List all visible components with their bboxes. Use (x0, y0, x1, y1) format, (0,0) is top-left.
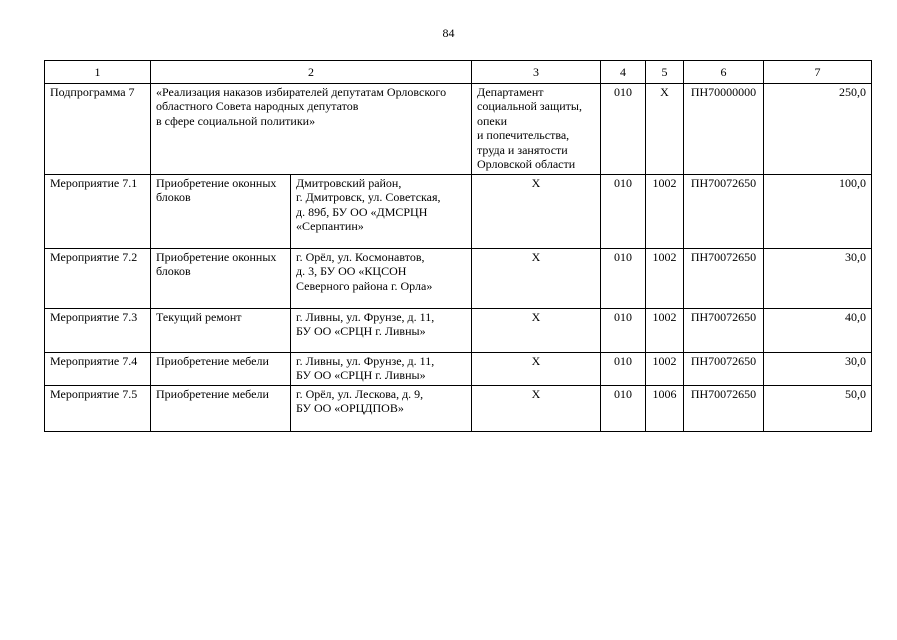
activity-address: г. Орёл, ул. Космонавтов, д. 3, БУ ОО «КЦСОН Северного района г. Орла» (291, 248, 472, 308)
activity-col7: 30,0 (764, 352, 872, 385)
activity-name: Мероприятие 7.1 (45, 174, 151, 248)
activity-address: Дмитровский район, г. Дмитровск, ул. Советская, д. 89б, БУ ОО «ДМСРЦН «Серпантин» (291, 174, 472, 248)
activity-col4: 010 (601, 174, 646, 248)
activity-col5: 1006 (646, 385, 684, 431)
activity-col6: ПН70072650 (684, 385, 764, 431)
header-col-2: 2 (151, 61, 472, 84)
activity-col7: 100,0 (764, 174, 872, 248)
activity-description: Приобретение оконных блоков (151, 174, 291, 248)
activity-col3: Х (472, 308, 601, 352)
subprogram-col4: 010 (601, 83, 646, 174)
activity-description: Приобретение оконных блоков (151, 248, 291, 308)
activity-col7: 50,0 (764, 385, 872, 431)
activity-col4: 010 (601, 308, 646, 352)
activity-col6: ПН70072650 (684, 248, 764, 308)
subprogram-col5: Х (646, 83, 684, 174)
header-col-4: 4 (601, 61, 646, 84)
subprogram-col6: ПН70000000 (684, 83, 764, 174)
header-col-5: 5 (646, 61, 684, 84)
activity-description: Текущий ремонт (151, 308, 291, 352)
table-row (45, 248, 872, 308)
activity-col5: 1002 (646, 248, 684, 308)
header-col-6: 6 (684, 61, 764, 84)
activity-col7: 30,0 (764, 248, 872, 308)
page-number: 84 (442, 26, 455, 40)
table-row (45, 385, 872, 431)
activity-address: г. Орёл, ул. Лескова, д. 9, БУ ОО «ОРЦДПОВ» (291, 385, 472, 431)
subprogram-name: Подпрограмма 7 (45, 83, 151, 174)
activity-description: Приобретение мебели (151, 352, 291, 385)
subprogram-col7: 250,0 (764, 83, 872, 174)
activity-name: Мероприятие 7.3 (45, 308, 151, 352)
activity-col6: ПН70072650 (684, 308, 764, 352)
activity-name: Мероприятие 7.5 (45, 385, 151, 431)
activity-col3: Х (472, 385, 601, 431)
subprogram-row (45, 83, 872, 174)
table-row (45, 174, 872, 248)
header-col-7: 7 (764, 61, 872, 84)
budget-table (44, 60, 872, 432)
activity-col5: 1002 (646, 352, 684, 385)
activity-address: г. Ливны, ул. Фрунзе, д. 11, БУ ОО «СРЦН г. Ливны» (291, 352, 472, 385)
subprogram-executor: Департамент социальной защиты, опеки и попечительства, труда и занятости Орловской области (472, 83, 601, 174)
activity-col6: ПН70072650 (684, 352, 764, 385)
table-row (45, 352, 872, 385)
activity-description: Приобретение мебели (151, 385, 291, 431)
activity-address: г. Ливны, ул. Фрунзе, д. 11, БУ ОО «СРЦН г. Ливны» (291, 308, 472, 352)
header-col-3: 3 (472, 61, 601, 84)
activity-col4: 010 (601, 352, 646, 385)
activity-name: Мероприятие 7.2 (45, 248, 151, 308)
header-col-1: 1 (45, 61, 151, 84)
activity-col3: Х (472, 352, 601, 385)
activity-col6: ПН70072650 (684, 174, 764, 248)
header-row (45, 61, 872, 84)
table-row (45, 308, 872, 352)
subprogram-title: «Реализация наказов избирателей депутатам Орловского областного Совета народных депутатов в сфере социальной политики» (151, 83, 472, 174)
activity-col3: Х (472, 174, 601, 248)
activity-col5: 1002 (646, 174, 684, 248)
activity-col3: Х (472, 248, 601, 308)
activity-col4: 010 (601, 248, 646, 308)
activity-col5: 1002 (646, 308, 684, 352)
activity-col4: 010 (601, 385, 646, 431)
activity-col7: 40,0 (764, 308, 872, 352)
activity-name: Мероприятие 7.4 (45, 352, 151, 385)
